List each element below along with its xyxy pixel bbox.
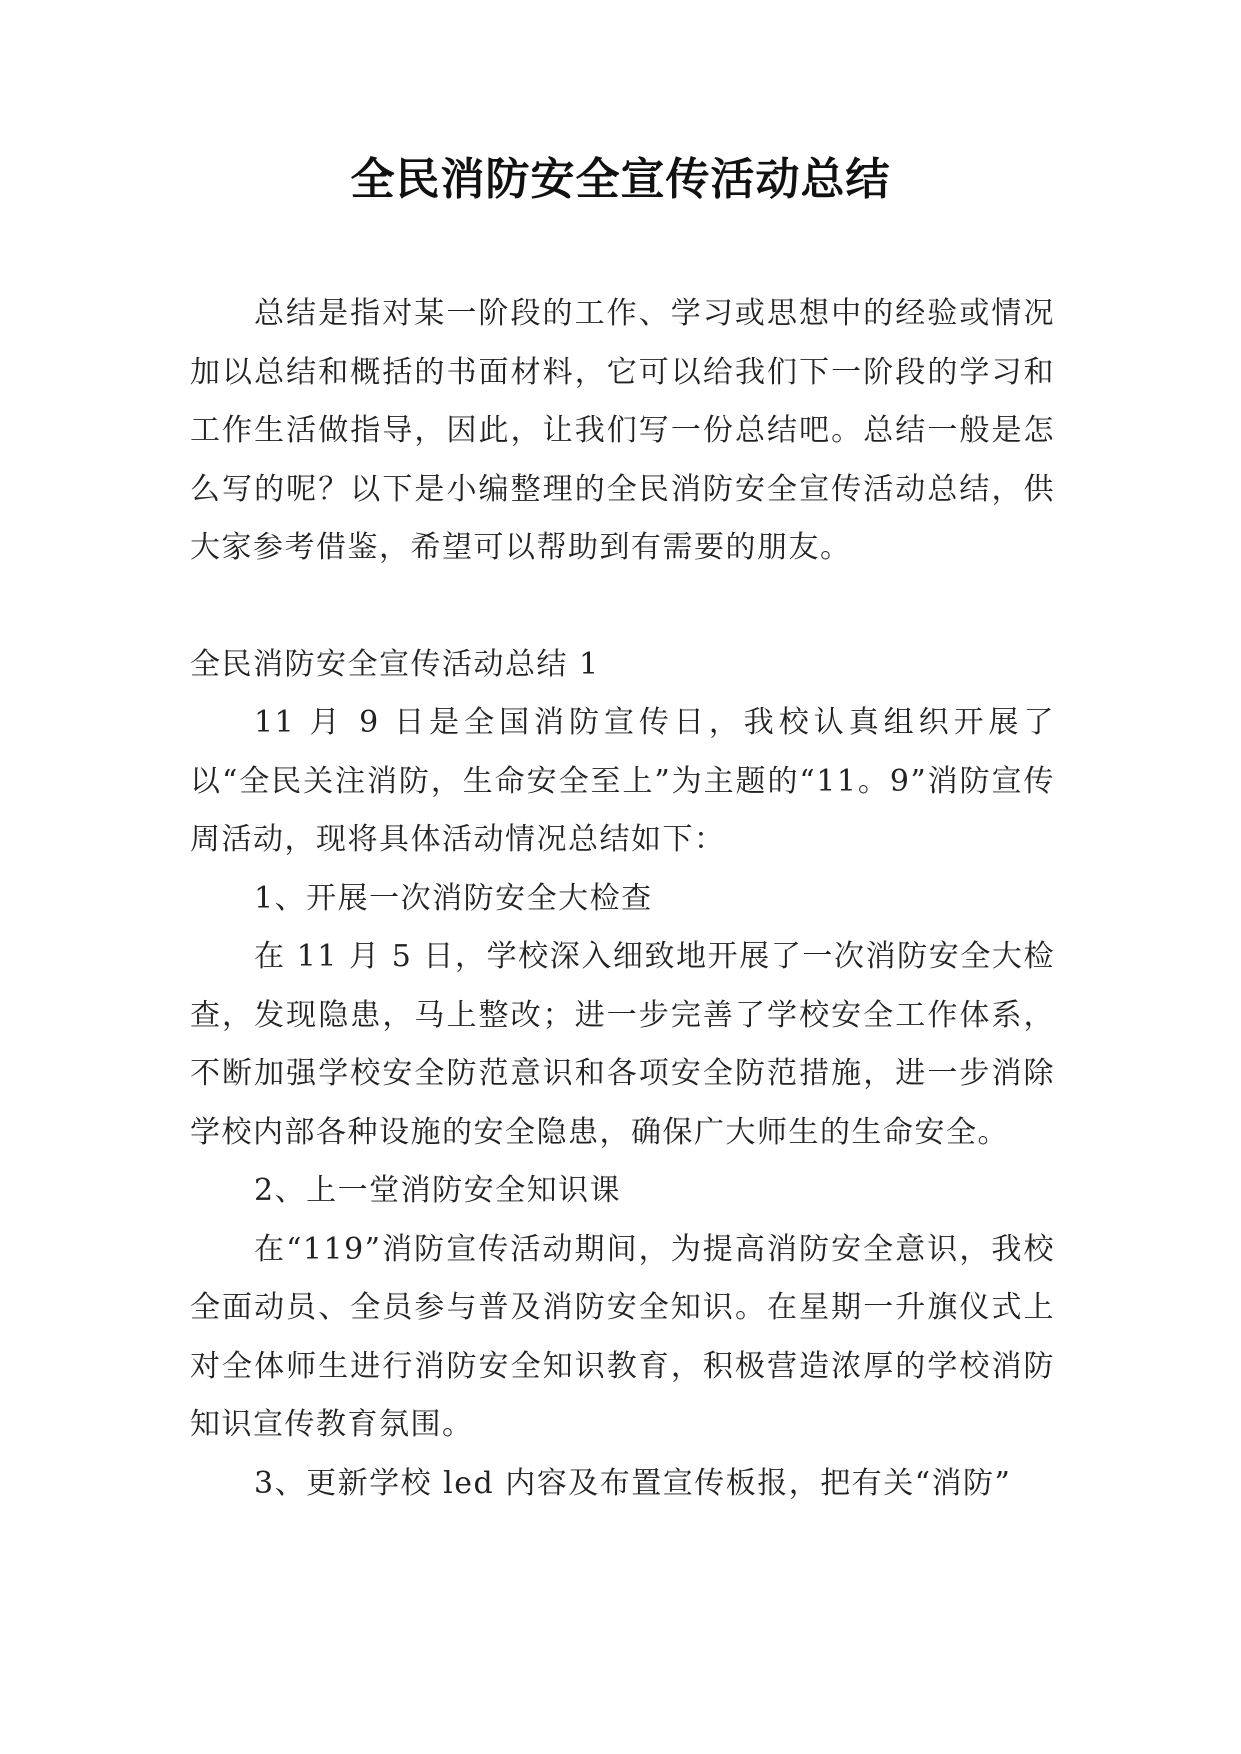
list-item-heading: 2、上一堂消防安全知识课 bbox=[254, 1173, 622, 1208]
section-heading: 全民消防安全宣传活动总结 1 bbox=[190, 646, 600, 682]
body-paragraph: 在“119”消防宣传活动期间，为提高消防安全意识，我校全面动员、全员参与普及消防安全知识。在星期一升旗仪式上对全体师生进行消防安全知识教育，积极营造浓厚的学校消防知识宣传教育氛围。 bbox=[190, 1231, 1055, 1442]
list-item-heading: 1、开展一次消防安全大检查 bbox=[254, 880, 653, 916]
paragraph-gap bbox=[190, 578, 1055, 636]
intro-paragraph: 总结是指对某一阶段的工作、学习或思想中的经验或情况加以总结和概括的书面材料，它可以给我们下一阶段的学习和工作生活做指导，因此，让我们写一份总结吧。总结一般是怎么写的呢？以下是小编整理的全民消防安全宣传活动总结，供大家参考借鉴，希望可以帮助到有需要的朋友。 bbox=[190, 296, 1055, 565]
body-paragraph: 11 月 9 日是全国消防宣传日，我校认真组织开展了以“全民关注消防，生命安全至上”为主题的“11。9”消防宣传周活动，现将具体活动情况总结如下： bbox=[190, 705, 1055, 857]
document-title: 全民消防安全宣传活动总结 bbox=[350, 154, 891, 205]
document-body bbox=[190, 285, 1055, 1513]
list-item-heading: 3、更新学校 led 内容及布置宣传板报，把有关“消防” bbox=[254, 1465, 1012, 1501]
body-paragraph: 在 11 月 5 日，学校深入细致地开展了一次消防安全大检查，发现隐患，马上整改；进一步完善了学校安全工作体系，不断加强学校安全防范意识和各项安全防范措施，进一步消除学校内部各种设施的安全隐患，确保广大师生的生命安全。 bbox=[190, 939, 1055, 1150]
